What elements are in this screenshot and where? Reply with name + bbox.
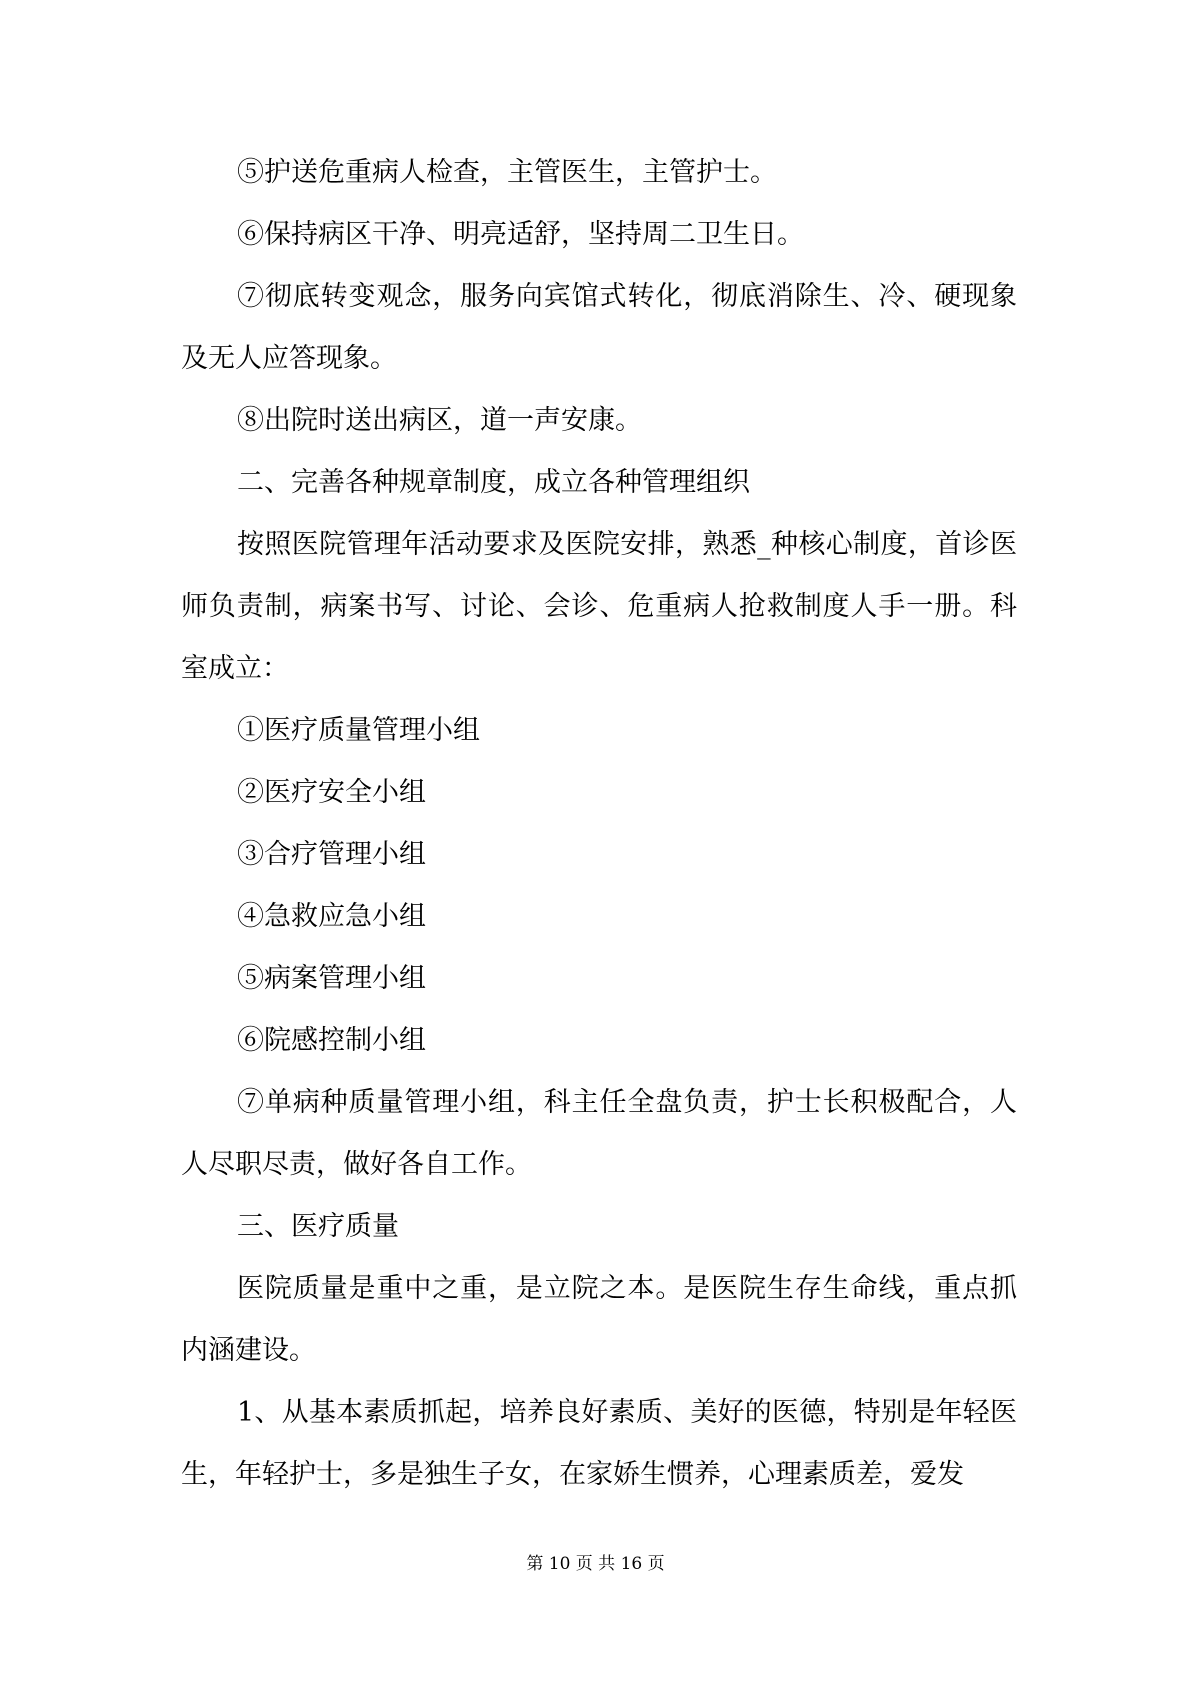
- list-item: ③合疗管理小组: [237, 839, 426, 870]
- list-item: ④急救应急小组: [237, 901, 426, 932]
- section-heading: 二、完善各种规章制度，成立各种管理组织: [237, 467, 750, 498]
- section-heading: 三、医疗质量: [237, 1211, 399, 1242]
- paragraph: ⑤护送危重病人检查，主管医生，主管护士。: [237, 157, 777, 188]
- paragraph: 按照医院管理年活动要求及医院安排，熟悉_种核心制度，首诊医师负责制，病案书写、讨论、会诊、危重病人抢救制度人手一册。科室成立：: [181, 529, 1017, 684]
- paragraph: ⑥保持病区干净、明亮适舒，坚持周二卫生日。: [237, 219, 804, 250]
- paragraph: ⑦彻底转变观念，服务向宾馆式转化，彻底消除生、冷、硬现象及无人应答现象。: [181, 281, 1017, 374]
- paragraph: 1、从基本素质抓起，培养良好素质、美好的医德，特别是年轻医生，年轻护士，多是独生子女，在家娇生惯养，心理素质差，爱发: [181, 1397, 1017, 1490]
- list-item: ②医疗安全小组: [237, 777, 426, 808]
- list-item: ⑥院感控制小组: [237, 1025, 426, 1056]
- paragraph: ⑧出院时送出病区，道一声安康。: [237, 405, 642, 436]
- list-item: ①医疗质量管理小组: [237, 715, 480, 746]
- document-body: [181, 142, 1017, 1506]
- list-item: ⑤病案管理小组: [237, 963, 426, 994]
- list-item: ⑦单病种质量管理小组，科主任全盘负责，护士长积极配合，人人尽职尽责，做好各自工作。: [181, 1087, 1017, 1180]
- paragraph: 医院质量是重中之重，是立院之本。是医院生存生命线，重点抓内涵建设。: [181, 1273, 1017, 1366]
- page-number-footer: 第 10 页 共 16 页: [526, 1554, 665, 1574]
